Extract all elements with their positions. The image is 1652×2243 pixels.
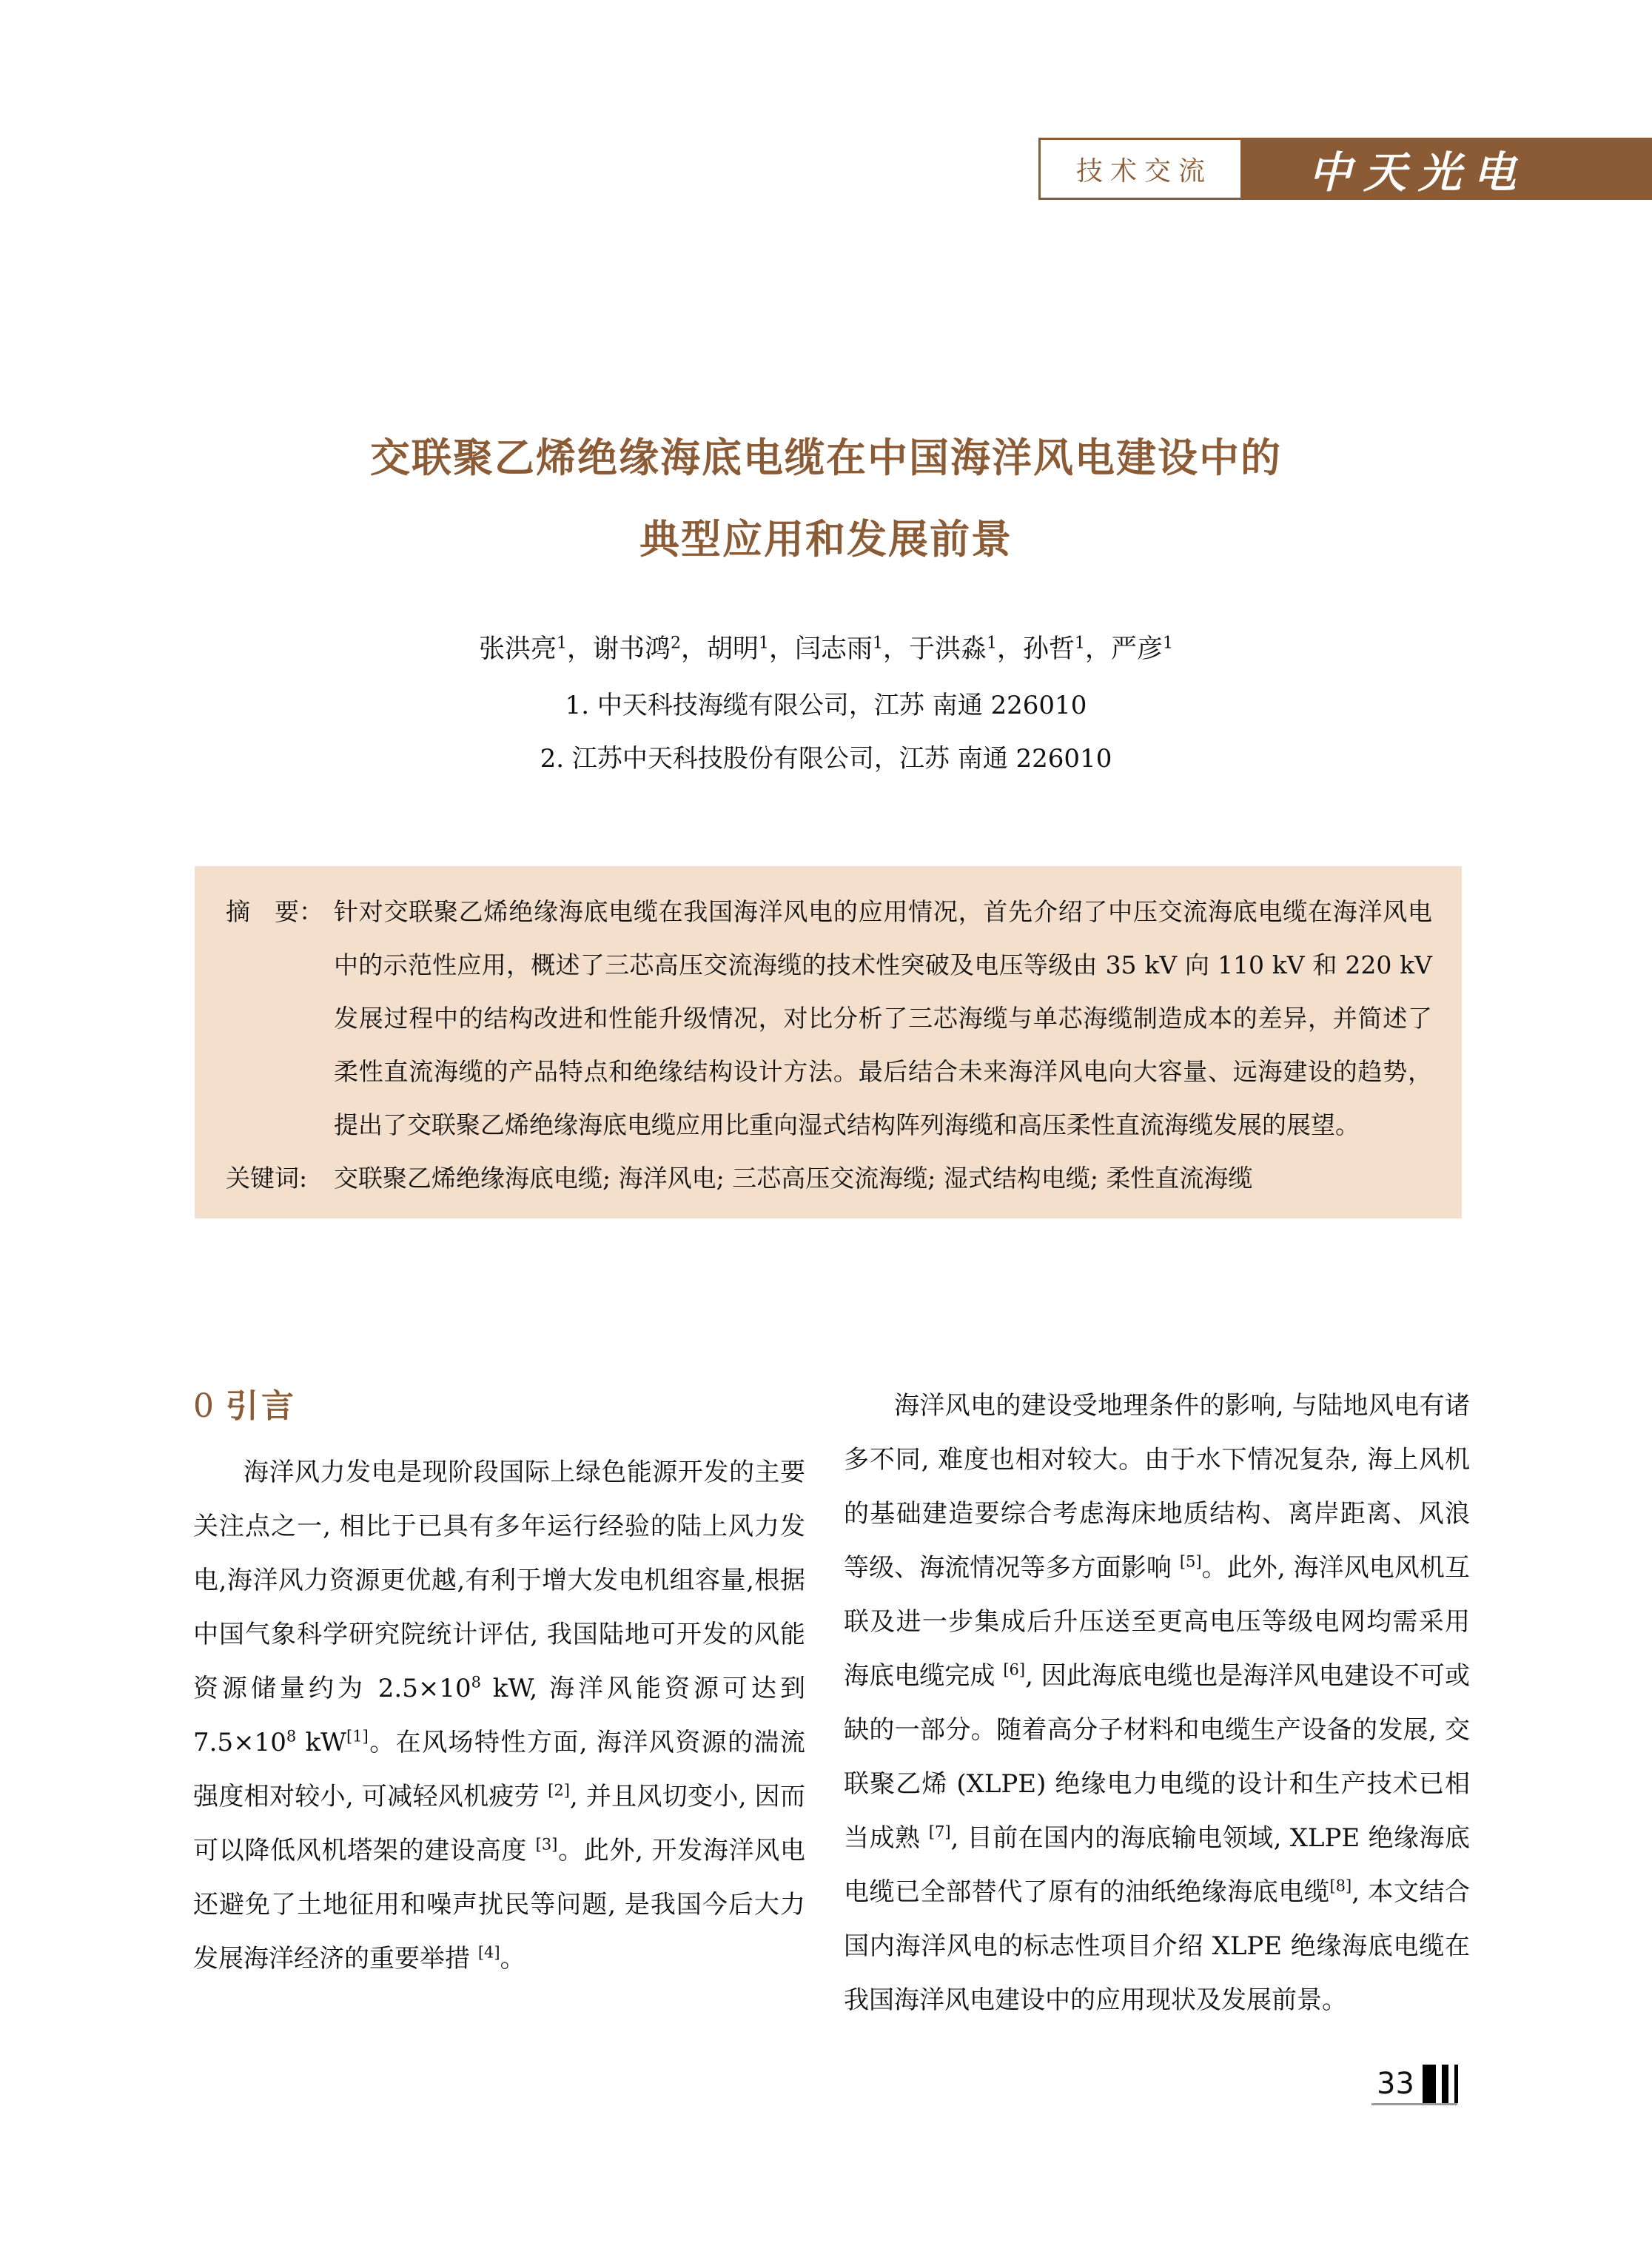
section-title: 引言: [226, 1387, 297, 1425]
footer-bar-medium: [1442, 2065, 1448, 2103]
keywords-text: 交联聚乙烯绝缘海底电缆; 海洋风电; 三芯高压交流海缆; 湿式结构电缆; 柔性直流海缆: [334, 1164, 1253, 1193]
section-badge-label: 技术交流: [1075, 155, 1212, 187]
article-title-line2: 典型应用和发展前景: [639, 515, 1013, 563]
affiliation-1: 1. 中天科技海缆有限公司，江苏 南通 226010: [565, 691, 1087, 720]
authors-line: 张洪亮$^1$，谢书鸿$^2$，胡明$^1$，闫志雨$^1$，于洪淼$^1$，孙哲$^1$，严彦$^1$: [478, 634, 1174, 664]
abstract-text: 针对交联聚乙烯绝缘海底电缆在我国海洋风电的应用情况，首先介绍了中压交流海底电缆在海洋风电中的示范性应用，概述了三芯高压交流海缆的技术性突破及电压等级由 35 kV 向 110 kV 和 220 kV 发展过程中的结构改进和性能升级情况，对比分析了三芯海缆与单芯海缆制造成本的差异，并简述了柔性直流海缆的产品特点和绝缘结构设计方法。最后结合未来海洋风电向大容量、远海建设的趋势，提出了交联聚乙烯绝缘海底电缆应用比重向湿式结构阵列海缆和高压柔性直流海缆发展的展望。: [334, 897, 1432, 1139]
keywords-row: [226, 1152, 1432, 1205]
section-number: 0: [193, 1387, 214, 1425]
article-title-line1: 交联聚乙烯绝缘海底电缆在中国海洋风电建设中的: [370, 434, 1282, 481]
abstract-label: 摘 要：: [226, 897, 323, 926]
keywords-label: 关键词:: [226, 1164, 308, 1193]
affiliation-2: 2. 江苏中天科技股份有限公司，江苏 南通 226010: [540, 744, 1112, 774]
intro-paragraph-1: 海洋风力发电是现阶段国际上绿色能源开发的主要关注点之一, 相比于已具有多年运行经验的陆上风力发电,海洋风力资源更优越,有利于增大发电机组容量,根据中国气象科学研究院统计评估, 我国陆地可开发的风能资源储量约为 $2.5\times 10^8$ kW, 海洋风能资源可达到 $7.5\times 10^8$ kW[1]。在风场特性方面, 海洋风资源的湍流强度相对较小, 可减轻风机疲劳 [2], 并且风切变小, 因而可以降低风机塔架的建设高度 [3]。此外, 开发海洋风电还避免了土地征用和噪声扰民等问题, 是我国今后大力发展海洋经济的重要举措 [4]。: [193, 1458, 806, 1974]
page-number: 33: [1377, 2067, 1414, 2101]
abstract-box: [195, 866, 1462, 1218]
section-badge: [1038, 138, 1243, 200]
intro-paragraph-2: 海洋风电的建设受地理条件的影响, 与陆地风电有诸多不同, 难度也相对较大。由于水下情况复杂, 海上风机的基础建造要综合考虑海床地质结构、离岸距离、风浪等级、海流情况等多方面影响 [5]。此外, 海洋风电风机互联及进一步集成后升压送至更高电压等级电网均需采用海底电缆完成 [6], 因此海底电缆也是海洋风电建设不可或缺的一部分。随着高分子材料和电缆生产设备的发展, 交联聚乙烯 (XLPE) 绝缘电力电缆的设计和生产技术已相当成熟 [7], 目前在国内的海底输电领域, XLPE 绝缘海底电缆已全部替代了原有的油纸绝缘海底电缆[8], 本文结合国内海洋风电的标志性项目介绍 XLPE 绝缘海底电缆在我国海洋风电建设中的应用现状及发展前景。: [844, 1391, 1470, 2015]
abstract-row: [226, 885, 1432, 1152]
body-column-right: [844, 1379, 1470, 2028]
body-column-left: [193, 1446, 805, 1986]
journal-logo: [1309, 142, 1528, 198]
footer-bars-icon: [1423, 2065, 1458, 2103]
footer-bar-thin: [1454, 2065, 1458, 2103]
journal-logo-text: 中天光电: [1309, 147, 1528, 198]
footer-bar-wide: [1423, 2065, 1436, 2103]
header-bar: [1038, 138, 1652, 200]
footer-rule: [1371, 2103, 1457, 2105]
section-heading-intro: [193, 1389, 297, 1424]
article-title: [0, 417, 1652, 580]
